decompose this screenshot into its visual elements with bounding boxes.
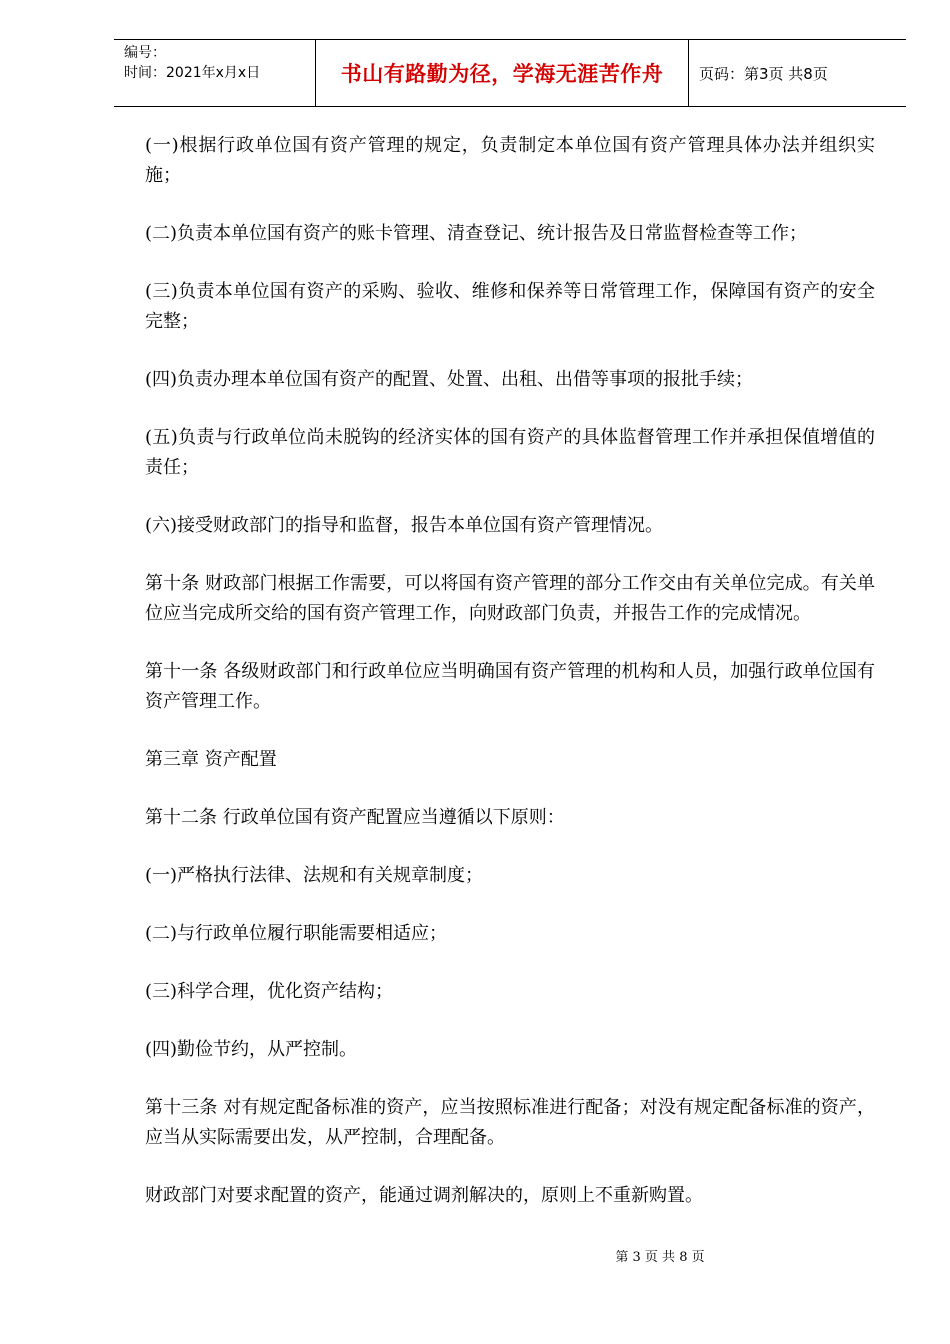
body-paragraph: (三)负责本单位国有资产的采购、验收、维修和保养等日常管理工作，保障国有资产的安全完整； — [145, 281, 875, 332]
document-body — [145, 131, 875, 1239]
chapter-heading: 第三章 资产配置 — [145, 749, 277, 770]
header-motto-cell — [315, 40, 689, 106]
body-paragraph: (二)负责本单位国有资产的账卡管理、清查登记、统计报告及日常监督检查等工作； — [145, 223, 808, 244]
body-paragraph: (一)严格执行法律、法规和有关规章制度； — [145, 865, 484, 886]
body-paragraph: (一)根据行政单位国有资产管理的规定，负责制定本单位国有资产管理具体办法并组织实施； — [145, 135, 875, 186]
body-paragraph: 第十一条 各级财政部门和行政单位应当明确国有资产管理的机构和人员，加强行政单位国有资产管理工作。 — [145, 661, 875, 712]
page-footer: 第 3 页 共 8 页 — [615, 1250, 705, 1265]
serial-number-label: 编号： — [124, 45, 166, 61]
header-meta — [114, 40, 315, 106]
date-label: 时间：2021年x月x日 — [124, 65, 261, 81]
body-paragraph: (四)负责办理本单位国有资产的配置、处置、出租、出借等事项的报批手续； — [145, 369, 754, 390]
body-paragraph: 第十条 财政部门根据工作需要，可以将国有资产管理的部分工作交由有关单位完成。有关单位应当完成所交给的国有资产管理工作，向财政部门负责，并报告工作的完成情况。 — [145, 573, 875, 624]
header-page-info: 页码：第3页 共8页 — [699, 64, 828, 83]
document-header — [114, 39, 906, 107]
body-paragraph: 第十二条 行政单位国有资产配置应当遵循以下原则： — [145, 807, 565, 828]
body-paragraph: (三)科学合理，优化资产结构； — [145, 981, 394, 1002]
body-paragraph: (五)负责与行政单位尚未脱钩的经济实体的国有资产的具体监督管理工作并承担保值增值的责任； — [145, 427, 875, 478]
header-motto: 书山有路勤为径，学海无涯苦作舟 — [340, 62, 664, 86]
body-paragraph: (六)接受财政部门的指导和监督，报告本单位国有资产管理情况。 — [145, 515, 664, 536]
body-paragraph: (四)勤俭节约，从严控制。 — [145, 1039, 358, 1060]
body-paragraph: (二)与行政单位履行职能需要相适应； — [145, 923, 448, 944]
body-paragraph: 第十三条 对有规定配备标准的资产，应当按照标准进行配备；对没有规定配备标准的资产，应当从实际需要出发，从严控制，合理配备。 — [145, 1097, 875, 1148]
body-paragraph: 财政部门对要求配置的资产，能通过调剂解决的，原则上不重新购置。 — [145, 1185, 703, 1206]
